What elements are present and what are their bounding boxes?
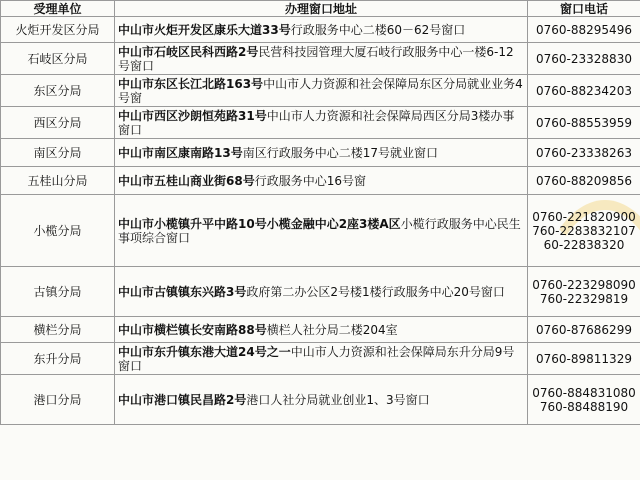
phone-cell: 0760-23328830 <box>528 43 640 75</box>
address-cell <box>115 107 528 139</box>
table-row <box>1 75 640 107</box>
unit-cell: 东区分局 <box>1 75 115 107</box>
unit-cell: 火炬开发区分局 <box>1 17 115 43</box>
phone-cell: 0760-87686299 <box>528 317 640 343</box>
table-row <box>1 17 640 43</box>
table-row <box>1 167 640 195</box>
address-rest: 南区行政服务中心二楼17号就业窗口 <box>243 146 438 160</box>
unit-cell: 南区分局 <box>1 139 115 167</box>
unit-cell: 东升分局 <box>1 343 115 375</box>
address-cell <box>115 75 528 107</box>
address-rest: 政府第二办公区2号楼1楼行政服务中心20号窗口 <box>246 285 505 299</box>
address-rest: 中山市人力资源和社会保障局东升分局9号窗口 <box>118 345 514 373</box>
address-rest: 行政服务中心二楼60－62号窗口 <box>291 23 466 37</box>
unit-cell: 石岐区分局 <box>1 43 115 75</box>
address-cell <box>115 167 528 195</box>
address-bold: 中山市港口镇民昌路2号 <box>118 393 246 407</box>
address-rest: 民营科技园管理大厦石岐行政服务中心一楼6-12号窗口 <box>118 45 514 73</box>
table-row <box>1 107 640 139</box>
table-row <box>1 375 640 425</box>
address-rest: 横栏人社分局二楼204室 <box>267 323 398 337</box>
phone-cell: 0760-884831080760-88488190 <box>528 375 640 425</box>
address-bold: 中山市西区沙朗恒苑路31号 <box>118 109 267 123</box>
address-bold: 中山市东升镇东港大道24号之一 <box>118 345 291 359</box>
unit-cell: 小榄分局 <box>1 195 115 267</box>
phone-cell: 0760-223298090760-22329819 <box>528 267 640 317</box>
table-row <box>1 343 640 375</box>
table-row <box>1 195 640 267</box>
address-cell <box>115 343 528 375</box>
header-unit: 受理单位 <box>1 1 115 17</box>
address-bold: 中山市横栏镇长安南路88号 <box>118 323 267 337</box>
address-cell <box>115 43 528 75</box>
phone-cell: 0760-88553959 <box>528 107 640 139</box>
address-bold: 中山市小榄镇升平中路10号小榄金融中心2座3楼A区 <box>118 217 401 231</box>
unit-cell: 港口分局 <box>1 375 115 425</box>
phone-cell: 0760-23338263 <box>528 139 640 167</box>
address-cell <box>115 139 528 167</box>
address-bold: 中山市南区康南路13号 <box>118 146 243 160</box>
address-cell <box>115 317 528 343</box>
address-cell <box>115 17 528 43</box>
header-phone: 窗口电话 <box>528 1 640 17</box>
phone-cell: 0760-88209856 <box>528 167 640 195</box>
address-rest: 小榄行政服务中心民生事项综合窗口 <box>118 217 521 245</box>
table-row <box>1 317 640 343</box>
table-row <box>1 43 640 75</box>
unit-cell: 古镇分局 <box>1 267 115 317</box>
table-row <box>1 139 640 167</box>
address-cell <box>115 267 528 317</box>
unit-cell: 西区分局 <box>1 107 115 139</box>
unit-cell: 五桂山分局 <box>1 167 115 195</box>
phone-cell: 0760-88295496 <box>528 17 640 43</box>
table-header-row <box>1 1 640 17</box>
address-rest: 港口人社分局就业创业1、3号窗口 <box>246 393 429 407</box>
phone-cell: 0760-221820900760-228383210760-22838320 <box>528 195 640 267</box>
unit-cell: 横栏分局 <box>1 317 115 343</box>
address-rest: 中山市人力资源和社会保障局西区分局3楼办事窗口 <box>118 109 514 137</box>
address-bold: 中山市古镇镇东兴路3号 <box>118 285 246 299</box>
address-bold: 中山市火炬开发区康乐大道33号 <box>118 23 291 37</box>
phone-cell: 0760-88234203 <box>528 75 640 107</box>
address-rest: 行政服务中心16号窗 <box>255 174 366 188</box>
address-bold: 中山市五桂山商业街68号 <box>118 174 255 188</box>
phone-cell: 0760-89811329 <box>528 343 640 375</box>
address-rest: 中山市人力资源和社会保障局东区分局就业业务4号窗 <box>118 77 523 105</box>
address-cell <box>115 195 528 267</box>
table-row <box>1 267 640 317</box>
header-address: 办理窗口地址 <box>115 1 528 17</box>
address-cell <box>115 375 528 425</box>
address-bold: 中山市石岐区民科西路2号 <box>118 45 258 59</box>
address-bold: 中山市东区长江北路163号 <box>118 77 263 91</box>
